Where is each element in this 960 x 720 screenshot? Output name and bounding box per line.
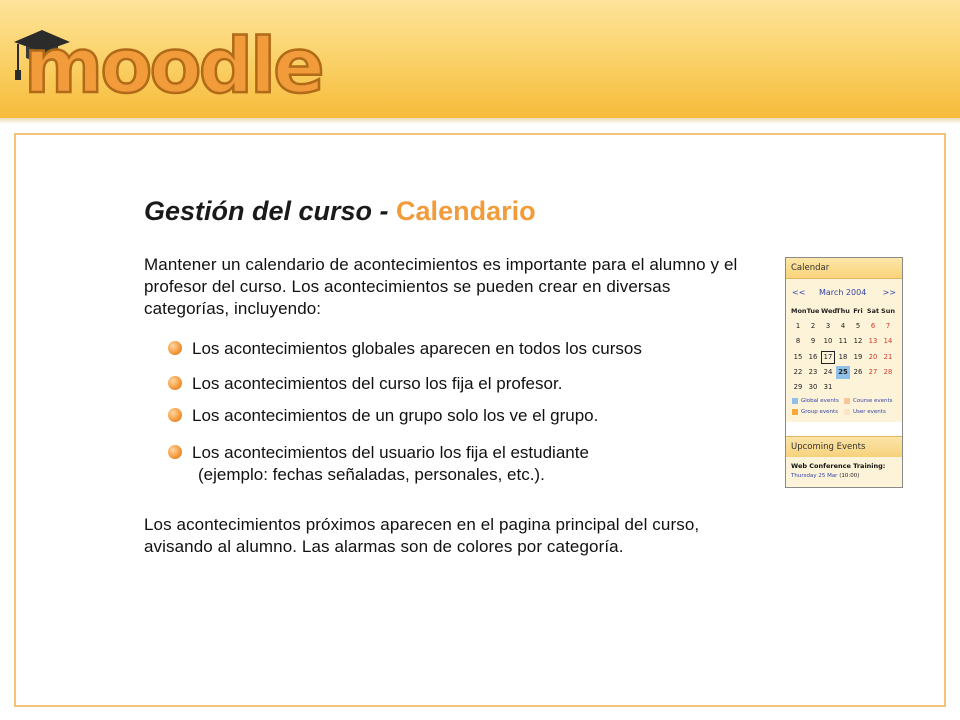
legend-label: Course events (853, 398, 893, 404)
weekday-label: Sat (866, 307, 880, 315)
calendar-day-today[interactable]: 17 (821, 351, 835, 364)
legend-label: Group events (801, 409, 839, 415)
weekday-label: Thu (836, 307, 850, 315)
intro-paragraph: Mantener un calendario de acontecimientos es importante para el alumno y el profesor del curso. Los acontecimientos se pueden crear en diversas categorías, incluyendo: (144, 255, 738, 318)
legend-global[interactable] (792, 397, 839, 405)
calendar-day[interactable]: 22 (793, 367, 803, 376)
legend-swatch (792, 409, 798, 415)
legend-label: Global events (801, 398, 839, 404)
bullet-dot-icon (168, 408, 182, 422)
bullet-text: Los acontecimientos del usuario los fija el estudiante (192, 443, 589, 462)
legend-label: User events (853, 409, 886, 415)
calendar-day[interactable]: 6 (870, 322, 876, 331)
bullet-dot-icon (168, 341, 182, 355)
calendar-day[interactable]: 30 (808, 382, 818, 391)
bullet-text: Los acontecimientos de un grupo solo los ve el grupo. (192, 406, 599, 425)
calendar-grid (791, 305, 897, 396)
calendar-day[interactable]: 15 (793, 352, 803, 361)
calendar-day[interactable]: 2 (810, 322, 816, 331)
calendar-day[interactable]: 16 (808, 352, 818, 361)
prev-month-link[interactable]: << (792, 288, 806, 297)
header-shadow (0, 118, 960, 124)
legend-user[interactable] (844, 408, 886, 416)
slide-title (144, 196, 536, 227)
calendar-day[interactable]: 24 (823, 367, 833, 376)
calendar-day[interactable]: 5 (855, 322, 861, 331)
weekday-label: Sun (881, 307, 895, 315)
title-main: Gestión del curso - (144, 196, 397, 226)
upcoming-event-title[interactable]: Web Conference Training: (791, 462, 886, 470)
calendar-day[interactable]: 3 (825, 322, 831, 331)
weekday-label: Mon (791, 307, 807, 315)
calendar-week-row (791, 320, 897, 335)
calendar-week-row (791, 351, 897, 366)
calendar-header-label: Calendar (791, 263, 830, 273)
calendar-day[interactable]: 7 (885, 322, 891, 331)
calendar-day[interactable]: 8 (795, 337, 801, 346)
legend-swatch (792, 398, 798, 404)
calendar-header (786, 258, 902, 279)
title-accent: Calendario (396, 196, 536, 226)
calendar-day[interactable]: 19 (853, 352, 863, 361)
calendar-month-title: March 2004 (819, 288, 867, 297)
upcoming-events-body (786, 457, 902, 487)
calendar-day[interactable]: 20 (868, 352, 878, 361)
upcoming-events-header (786, 436, 902, 458)
weekday-label: Tue (806, 307, 820, 315)
calendar-day[interactable]: 10 (823, 337, 833, 346)
weekday-label: Wed (821, 307, 837, 315)
calendar-day-event[interactable]: 25 (836, 366, 850, 379)
legend-course[interactable] (844, 397, 892, 405)
calendar-day[interactable]: 21 (883, 352, 893, 361)
outro-paragraph: Los acontecimientos próximos aparecen en el pagina principal del curso, avisando al alumno. Las alarmas son de colores por categoría. (144, 515, 700, 556)
calendar-week-row (791, 366, 897, 381)
calendar-week-row (791, 335, 897, 350)
bullet-continuation: (ejemplo: fechas señaladas, personales, etc.). (198, 465, 545, 484)
calendar-day[interactable]: 11 (838, 337, 848, 346)
logo-text: moodle (24, 21, 322, 98)
legend-swatch (844, 409, 850, 415)
calendar-day[interactable]: 12 (853, 337, 863, 346)
calendar-day[interactable]: 4 (840, 322, 846, 331)
weekday-label: Fri (853, 307, 863, 315)
upcoming-event-date (791, 473, 859, 479)
calendar-day[interactable]: 31 (823, 382, 833, 391)
calendar-body (786, 279, 902, 422)
calendar-day[interactable]: 14 (883, 337, 893, 346)
bullet-dot-icon (168, 445, 182, 459)
bullet-text: Los acontecimientos globales aparecen en todos los cursos (192, 339, 642, 358)
moodle-logo (8, 18, 328, 98)
upcoming-event-time: (10:00) (839, 473, 860, 479)
bullet-dot-icon (168, 376, 182, 390)
calendar-day[interactable]: 26 (853, 367, 863, 376)
bullet-text: Los acontecimientos del curso los fija el profesor. (192, 374, 563, 393)
calendar-week-row (791, 381, 897, 396)
upcoming-events-label: Upcoming Events (791, 442, 866, 452)
calendar-day[interactable]: 29 (793, 382, 803, 391)
calendar-day[interactable]: 1 (795, 322, 801, 331)
calendar-nav (792, 288, 896, 300)
header-band (0, 0, 960, 118)
next-month-link[interactable]: >> (882, 288, 896, 297)
calendar-day[interactable]: 28 (883, 367, 893, 376)
calendar-widget (785, 257, 903, 488)
legend-group[interactable] (792, 408, 838, 416)
calendar-day[interactable]: 9 (810, 337, 816, 346)
legend-swatch (844, 398, 850, 404)
calendar-day[interactable]: 13 (868, 337, 878, 346)
calendar-day[interactable]: 23 (808, 367, 818, 376)
upcoming-event-day[interactable]: Thursday 25 Mar (791, 473, 838, 479)
calendar-day[interactable]: 27 (868, 367, 878, 376)
calendar-day[interactable]: 18 (838, 352, 848, 361)
calendar-weekday-row (791, 305, 897, 320)
